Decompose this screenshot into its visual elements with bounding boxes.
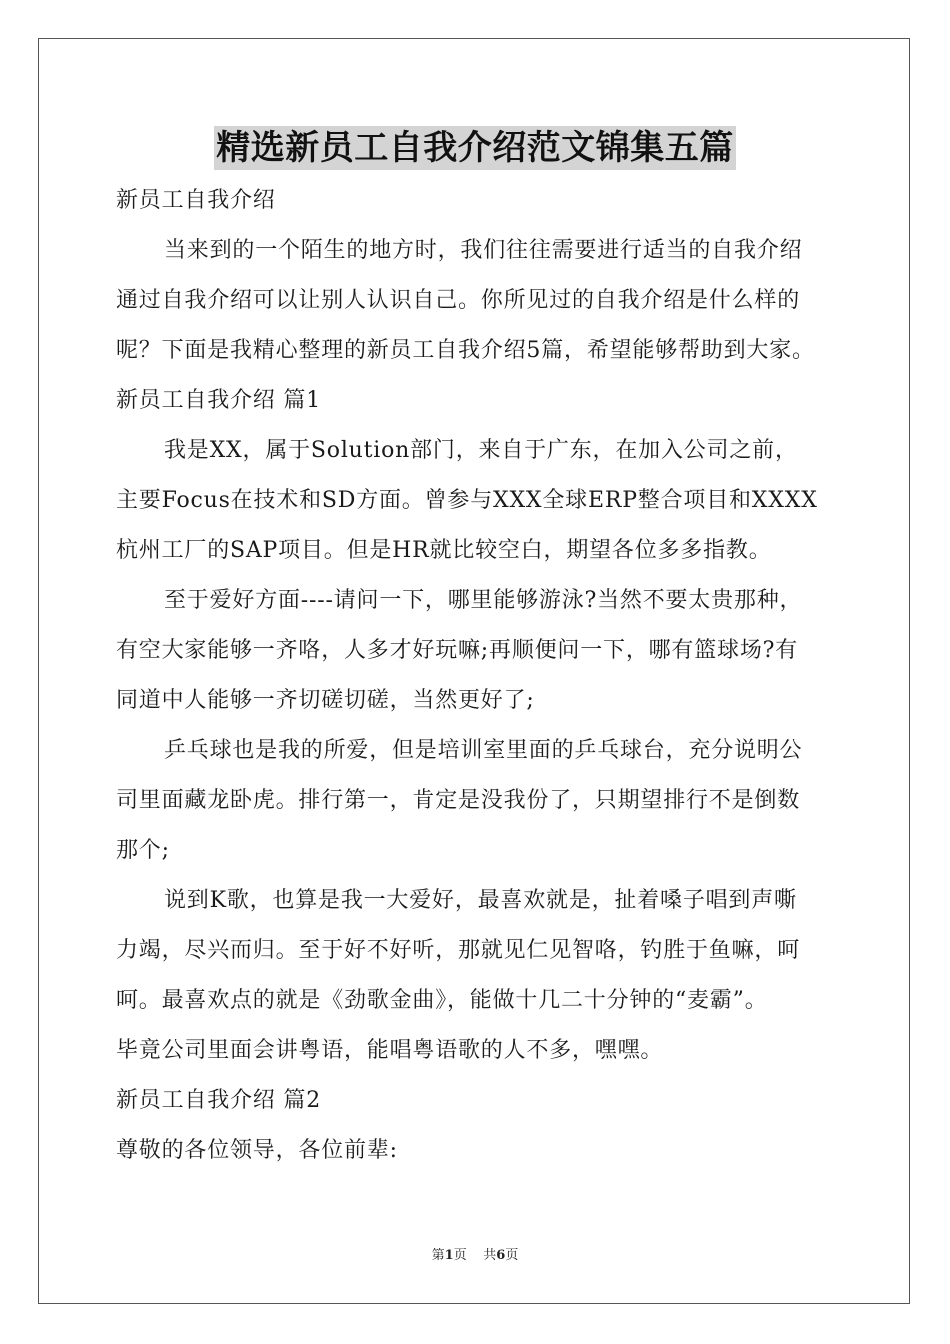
paragraph-line: 主要Focus在技术和SD方面。曾参与XXX全球ERP整合项目和XXXX xyxy=(116,488,818,513)
page-prefix: 第 xyxy=(431,1248,445,1263)
paragraph-line: 司里面藏龙卧虎。排行第一，肯定是没我份了，只期望排行不是倒数 xyxy=(116,788,801,813)
paragraph-line: 至于爱好方面----请问一下，哪里能够游泳?当然不要太贵那种， xyxy=(164,588,803,613)
paragraph-line: 力竭，尽兴而归。至于好不好听，那就见仁见智咯，钓胜于鱼嘛，呵 xyxy=(116,938,801,963)
document-title: 精选新员工自我介绍范文锦集五篇 xyxy=(216,128,734,168)
paragraph-line: 乒乓球也是我的所爱，但是培训室里面的乒乓球台，充分说明公 xyxy=(164,738,803,763)
page-number: 1 xyxy=(444,1248,454,1263)
document-body xyxy=(116,176,846,1176)
paragraph-line: 我是XX，属于Solution部门，来自于广东，在加入公司之前， xyxy=(164,438,798,463)
paragraph-line: 呢？下面是我精心整理的新员工自我介绍5篇，希望能够帮助到大家。 xyxy=(116,338,815,363)
total-suffix: 页 xyxy=(505,1248,519,1263)
paragraph-line: 说到K歌，也算是我一大爱好，最喜欢就是，扯着嗓子唱到声嘶 xyxy=(164,888,797,913)
title-container xyxy=(0,126,950,170)
paragraph-line: 那个; xyxy=(116,838,170,863)
paragraph-line: 尊敬的各位领导，各位前辈: xyxy=(116,1138,398,1163)
page-suffix: 页 xyxy=(453,1248,467,1263)
paragraph-line: 杭州工厂的SAP项目。但是HR就比较空白，期望各位多多指教。 xyxy=(116,538,772,563)
paragraph-line: 当来到的一个陌生的地方时，我们往往需要进行适当的自我介绍 xyxy=(164,238,803,263)
page-footer xyxy=(0,1244,950,1263)
section-heading: 新员工自我介绍 xyxy=(116,188,276,213)
section-heading: 新员工自我介绍 篇1 xyxy=(116,388,321,413)
paragraph-line: 呵。最喜欢点的就是《劲歌金曲》，能做十几二十分钟的“麦霸”。 xyxy=(116,988,768,1013)
total-pages: 6 xyxy=(496,1248,506,1263)
total-prefix: 共 xyxy=(483,1248,497,1263)
paragraph-line: 通过自我介绍可以让别人认识自己。你所见过的自我介绍是什么样的 xyxy=(116,288,801,313)
paragraph-line: 有空大家能够一齐咯，人多才好玩嘛;再顺便问一下，哪有篮球场?有 xyxy=(116,638,799,663)
paragraph-line: 毕竟公司里面会讲粤语，能唱粤语歌的人不多，嘿嘿。 xyxy=(116,1038,664,1063)
paragraph-line: 同道中人能够一齐切磋切磋，当然更好了; xyxy=(116,688,535,713)
section-heading: 新员工自我介绍 篇2 xyxy=(116,1088,321,1113)
